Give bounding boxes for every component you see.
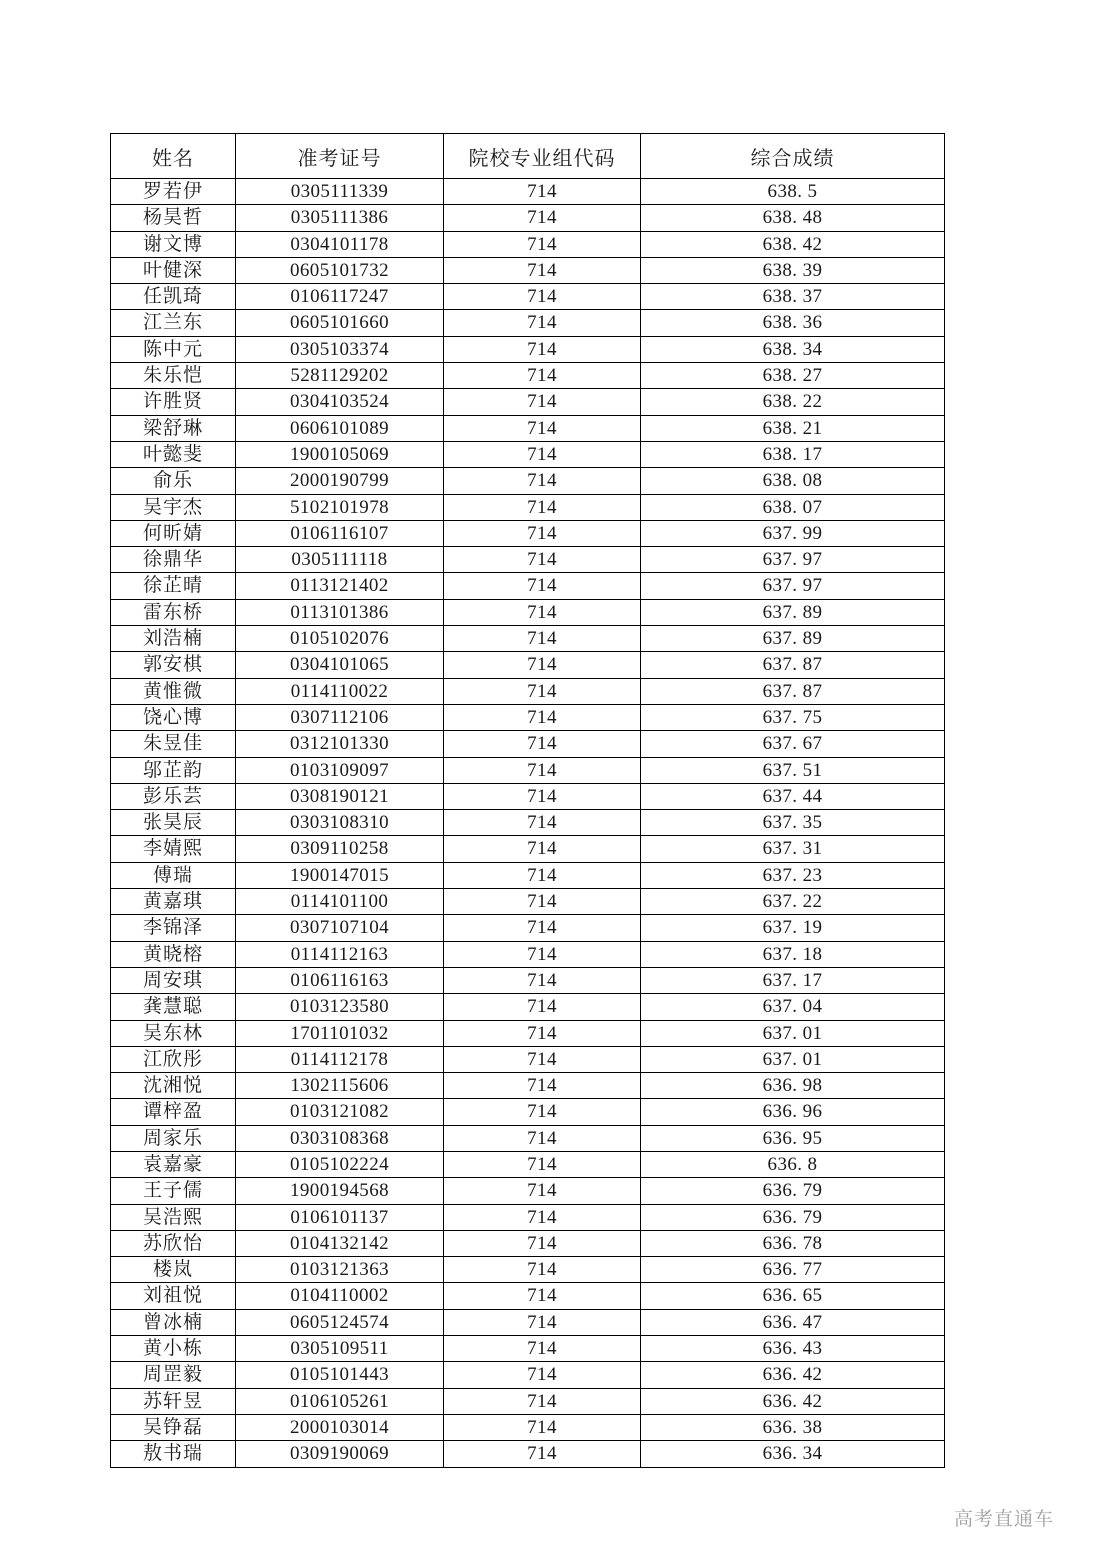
table-row: [111, 363, 945, 389]
table-row: [111, 1204, 945, 1230]
cell-name: 张昊辰: [111, 810, 236, 836]
table-row: [111, 1309, 945, 1335]
cell-group-code: 714: [444, 941, 641, 967]
cell-name: 吴浩熙: [111, 1204, 236, 1230]
cell-name: 谢文博: [111, 231, 236, 257]
cell-total-score: 636. 77: [641, 1257, 945, 1283]
cell-ticket-number: 0303108368: [236, 1125, 444, 1151]
table-row: [111, 967, 945, 993]
cell-ticket-number: 0605101660: [236, 310, 444, 336]
table-row: [111, 1362, 945, 1388]
cell-name: 袁嘉豪: [111, 1151, 236, 1177]
cell-total-score: 637. 17: [641, 967, 945, 993]
table-row: [111, 1020, 945, 1046]
cell-name: 周罡毅: [111, 1362, 236, 1388]
cell-total-score: 637. 18: [641, 941, 945, 967]
cell-name: 苏欣怡: [111, 1230, 236, 1256]
table-row: [111, 1125, 945, 1151]
cell-name: 李锦泽: [111, 915, 236, 941]
cell-ticket-number: 1900105069: [236, 441, 444, 467]
cell-ticket-number: 0103121363: [236, 1257, 444, 1283]
cell-total-score: 637. 31: [641, 836, 945, 862]
cell-total-score: 638. 08: [641, 468, 945, 494]
cell-group-code: 714: [444, 1125, 641, 1151]
cell-total-score: 637. 22: [641, 889, 945, 915]
cell-ticket-number: 0305109511: [236, 1336, 444, 1362]
cell-total-score: 637. 19: [641, 915, 945, 941]
table-row: [111, 1388, 945, 1414]
cell-name: 叶懿斐: [111, 441, 236, 467]
table-row: [111, 862, 945, 888]
cell-ticket-number: 0304101065: [236, 652, 444, 678]
cell-ticket-number: 0105101443: [236, 1362, 444, 1388]
cell-name: 任凯琦: [111, 284, 236, 310]
cell-total-score: 638. 07: [641, 494, 945, 520]
cell-total-score: 636. 38: [641, 1414, 945, 1440]
cell-total-score: 637. 44: [641, 783, 945, 809]
cell-group-code: 714: [444, 1336, 641, 1362]
cell-group-code: 714: [444, 336, 641, 362]
table-row: [111, 731, 945, 757]
cell-group-code: 714: [444, 678, 641, 704]
cell-total-score: 636. 42: [641, 1362, 945, 1388]
table-row: [111, 231, 945, 257]
cell-total-score: 638. 39: [641, 257, 945, 283]
cell-ticket-number: 0303108310: [236, 810, 444, 836]
cell-name: 雷东桥: [111, 599, 236, 625]
cell-group-code: 714: [444, 862, 641, 888]
table-row: [111, 1230, 945, 1256]
cell-ticket-number: 0106117247: [236, 284, 444, 310]
cell-ticket-number: 0114110022: [236, 678, 444, 704]
table-body: [111, 179, 945, 1468]
cell-name: 谭梓盈: [111, 1099, 236, 1125]
cell-ticket-number: 0106101137: [236, 1204, 444, 1230]
cell-group-code: 714: [444, 363, 641, 389]
cell-ticket-number: 0113121402: [236, 573, 444, 599]
cell-name: 徐鼎华: [111, 547, 236, 573]
cell-name: 邬芷韵: [111, 757, 236, 783]
table-row: [111, 757, 945, 783]
cell-group-code: 714: [444, 810, 641, 836]
cell-group-code: 714: [444, 179, 641, 205]
table-row: [111, 1283, 945, 1309]
cell-name: 杨昊哲: [111, 205, 236, 231]
table-row: [111, 941, 945, 967]
cell-group-code: 714: [444, 547, 641, 573]
table-row: [111, 1046, 945, 1072]
cell-total-score: 637. 51: [641, 757, 945, 783]
table-row: [111, 389, 945, 415]
cell-group-code: 714: [444, 1099, 641, 1125]
cell-name: 徐芷晴: [111, 573, 236, 599]
cell-ticket-number: 0606101089: [236, 415, 444, 441]
cell-ticket-number: 0103121082: [236, 1099, 444, 1125]
table-row: [111, 704, 945, 730]
column-header-score: 综合成绩: [641, 134, 945, 179]
cell-ticket-number: 0113101386: [236, 599, 444, 625]
cell-ticket-number: 2000190799: [236, 468, 444, 494]
cell-name: 俞乐: [111, 468, 236, 494]
cell-group-code: 714: [444, 967, 641, 993]
table-row: [111, 994, 945, 1020]
cell-ticket-number: 0309190069: [236, 1441, 444, 1467]
cell-ticket-number: 0106105261: [236, 1388, 444, 1414]
cell-group-code: 714: [444, 1230, 641, 1256]
cell-total-score: 638. 37: [641, 284, 945, 310]
table-row: [111, 678, 945, 704]
table-row: [111, 1151, 945, 1177]
cell-ticket-number: 2000103014: [236, 1414, 444, 1440]
cell-name: 沈湘悦: [111, 1073, 236, 1099]
table-row: [111, 652, 945, 678]
cell-group-code: 714: [444, 836, 641, 862]
cell-group-code: 714: [444, 1362, 641, 1388]
column-header-name: 姓名: [111, 134, 236, 179]
cell-group-code: 714: [444, 520, 641, 546]
cell-total-score: 636. 79: [641, 1204, 945, 1230]
cell-group-code: 714: [444, 441, 641, 467]
table-row: [111, 836, 945, 862]
table-row: [111, 915, 945, 941]
cell-ticket-number: 0304101178: [236, 231, 444, 257]
cell-total-score: 637. 01: [641, 1020, 945, 1046]
cell-group-code: 714: [444, 1073, 641, 1099]
cell-total-score: 637. 89: [641, 599, 945, 625]
cell-ticket-number: 0304103524: [236, 389, 444, 415]
table-row: [111, 1178, 945, 1204]
cell-total-score: 637. 23: [641, 862, 945, 888]
cell-total-score: 638. 21: [641, 415, 945, 441]
cell-name: 彭乐芸: [111, 783, 236, 809]
cell-name: 吴东林: [111, 1020, 236, 1046]
cell-total-score: 636. 78: [641, 1230, 945, 1256]
table-row: [111, 336, 945, 362]
cell-group-code: 714: [444, 1257, 641, 1283]
cell-group-code: 714: [444, 1388, 641, 1414]
cell-name: 周安琪: [111, 967, 236, 993]
cell-total-score: 637. 87: [641, 652, 945, 678]
cell-total-score: 637. 99: [641, 520, 945, 546]
cell-group-code: 714: [444, 1283, 641, 1309]
cell-name: 黄小栋: [111, 1336, 236, 1362]
cell-name: 罗若伊: [111, 179, 236, 205]
cell-total-score: 637. 97: [641, 547, 945, 573]
cell-ticket-number: 0305111386: [236, 205, 444, 231]
table-row: [111, 1099, 945, 1125]
cell-ticket-number: 5102101978: [236, 494, 444, 520]
cell-ticket-number: 0103123580: [236, 994, 444, 1020]
cell-group-code: 714: [444, 1204, 641, 1230]
cell-name: 黄惟微: [111, 678, 236, 704]
table-row: [111, 599, 945, 625]
table-row: [111, 415, 945, 441]
cell-group-code: 714: [444, 231, 641, 257]
cell-group-code: 714: [444, 757, 641, 783]
table-row: [111, 494, 945, 520]
table-row: [111, 205, 945, 231]
cell-group-code: 714: [444, 389, 641, 415]
cell-total-score: 638. 22: [641, 389, 945, 415]
cell-name: 吴宇杰: [111, 494, 236, 520]
cell-group-code: 714: [444, 626, 641, 652]
cell-total-score: 636. 43: [641, 1336, 945, 1362]
cell-total-score: 636. 34: [641, 1441, 945, 1467]
cell-ticket-number: 1701101032: [236, 1020, 444, 1046]
cell-name: 饶心博: [111, 704, 236, 730]
cell-ticket-number: 0308190121: [236, 783, 444, 809]
cell-name: 朱乐恺: [111, 363, 236, 389]
cell-group-code: 714: [444, 704, 641, 730]
cell-total-score: 637. 97: [641, 573, 945, 599]
cell-ticket-number: 0309110258: [236, 836, 444, 862]
cell-total-score: 636. 79: [641, 1178, 945, 1204]
table-row: [111, 1336, 945, 1362]
cell-ticket-number: 0114112163: [236, 941, 444, 967]
cell-total-score: 638. 17: [641, 441, 945, 467]
cell-name: 周家乐: [111, 1125, 236, 1151]
table-row: [111, 468, 945, 494]
table-row: [111, 284, 945, 310]
cell-group-code: 714: [444, 205, 641, 231]
cell-ticket-number: 5281129202: [236, 363, 444, 389]
cell-ticket-number: 0305111339: [236, 179, 444, 205]
cell-total-score: 637. 35: [641, 810, 945, 836]
cell-group-code: 714: [444, 494, 641, 520]
cell-group-code: 714: [444, 284, 641, 310]
cell-group-code: 714: [444, 1441, 641, 1467]
cell-name: 黄嘉琪: [111, 889, 236, 915]
cell-ticket-number: 1900147015: [236, 862, 444, 888]
table-row: [111, 889, 945, 915]
cell-group-code: 714: [444, 1151, 641, 1177]
cell-name: 江欣彤: [111, 1046, 236, 1072]
cell-name: 刘浩楠: [111, 626, 236, 652]
cell-ticket-number: 0605101732: [236, 257, 444, 283]
cell-name: 王子儒: [111, 1178, 236, 1204]
cell-name: 傅瑞: [111, 862, 236, 888]
cell-ticket-number: 1900194568: [236, 1178, 444, 1204]
cell-ticket-number: 0312101330: [236, 731, 444, 757]
table-row: [111, 626, 945, 652]
cell-ticket-number: 0305111118: [236, 547, 444, 573]
cell-ticket-number: 0307107104: [236, 915, 444, 941]
cell-name: 龚慧聪: [111, 994, 236, 1020]
table-row: [111, 810, 945, 836]
cell-total-score: 637. 87: [641, 678, 945, 704]
table-row: [111, 573, 945, 599]
cell-total-score: 636. 98: [641, 1073, 945, 1099]
cell-total-score: 638. 5: [641, 179, 945, 205]
cell-total-score: 636. 8: [641, 1151, 945, 1177]
cell-group-code: 714: [444, 257, 641, 283]
cell-name: 许胜贤: [111, 389, 236, 415]
cell-ticket-number: 0103109097: [236, 757, 444, 783]
table-row: [111, 520, 945, 546]
cell-ticket-number: 0106116107: [236, 520, 444, 546]
column-header-group-code: 院校专业组代码: [444, 134, 641, 179]
cell-name: 陈中元: [111, 336, 236, 362]
cell-group-code: 714: [444, 1178, 641, 1204]
cell-name: 何昕婧: [111, 520, 236, 546]
cell-ticket-number: 0105102224: [236, 1151, 444, 1177]
cell-name: 朱昱佳: [111, 731, 236, 757]
cell-name: 黄晓榕: [111, 941, 236, 967]
cell-group-code: 714: [444, 415, 641, 441]
cell-total-score: 637. 04: [641, 994, 945, 1020]
cell-name: 李婧熙: [111, 836, 236, 862]
cell-total-score: 638. 27: [641, 363, 945, 389]
watermark: 高考直通车: [953, 1508, 1054, 1530]
cell-group-code: 714: [444, 652, 641, 678]
cell-ticket-number: 0104110002: [236, 1283, 444, 1309]
table-row: [111, 783, 945, 809]
cell-ticket-number: 0307112106: [236, 704, 444, 730]
cell-group-code: 714: [444, 783, 641, 809]
cell-group-code: 714: [444, 1020, 641, 1046]
cell-group-code: 714: [444, 573, 641, 599]
cell-ticket-number: 0106116163: [236, 967, 444, 993]
cell-total-score: 637. 89: [641, 626, 945, 652]
cell-name: 苏轩昱: [111, 1388, 236, 1414]
cell-group-code: 714: [444, 468, 641, 494]
cell-group-code: 714: [444, 1414, 641, 1440]
cell-ticket-number: 0305103374: [236, 336, 444, 362]
cell-group-code: 714: [444, 889, 641, 915]
cell-name: 吴铮磊: [111, 1414, 236, 1440]
table-header: [111, 134, 945, 179]
cell-total-score: 636. 65: [641, 1283, 945, 1309]
table-row: [111, 441, 945, 467]
cell-ticket-number: 0104132142: [236, 1230, 444, 1256]
cell-group-code: 714: [444, 731, 641, 757]
cell-group-code: 714: [444, 310, 641, 336]
cell-group-code: 714: [444, 915, 641, 941]
cell-name: 楼岚: [111, 1257, 236, 1283]
cell-name: 刘祖悦: [111, 1283, 236, 1309]
cell-total-score: 638. 48: [641, 205, 945, 231]
table-header-row: [111, 134, 945, 179]
cell-total-score: 637. 75: [641, 704, 945, 730]
cell-ticket-number: 1302115606: [236, 1073, 444, 1099]
cell-ticket-number: 0105102076: [236, 626, 444, 652]
cell-group-code: 714: [444, 599, 641, 625]
table-row: [111, 310, 945, 336]
cell-ticket-number: 0114112178: [236, 1046, 444, 1072]
admission-score-table: [110, 133, 945, 1468]
cell-total-score: 636. 47: [641, 1309, 945, 1335]
cell-total-score: 638. 34: [641, 336, 945, 362]
cell-total-score: 636. 95: [641, 1125, 945, 1151]
table-row: [111, 1441, 945, 1467]
cell-group-code: 714: [444, 1046, 641, 1072]
cell-ticket-number: 0605124574: [236, 1309, 444, 1335]
table-row: [111, 1073, 945, 1099]
cell-ticket-number: 0114101100: [236, 889, 444, 915]
cell-total-score: 637. 01: [641, 1046, 945, 1072]
cell-group-code: 714: [444, 994, 641, 1020]
cell-name: 郭安棋: [111, 652, 236, 678]
table-row: [111, 1257, 945, 1283]
cell-name: 江兰东: [111, 310, 236, 336]
cell-total-score: 638. 42: [641, 231, 945, 257]
cell-name: 梁舒琳: [111, 415, 236, 441]
cell-total-score: 636. 42: [641, 1388, 945, 1414]
table-row: [111, 257, 945, 283]
column-header-ticket: 准考证号: [236, 134, 444, 179]
table-row: [111, 1414, 945, 1440]
cell-total-score: 638. 36: [641, 310, 945, 336]
table-row: [111, 179, 945, 205]
cell-name: 叶健深: [111, 257, 236, 283]
cell-group-code: 714: [444, 1309, 641, 1335]
table-row: [111, 547, 945, 573]
cell-total-score: 636. 96: [641, 1099, 945, 1125]
cell-total-score: 637. 67: [641, 731, 945, 757]
cell-name: 敖书瑞: [111, 1441, 236, 1467]
cell-name: 曾冰楠: [111, 1309, 236, 1335]
